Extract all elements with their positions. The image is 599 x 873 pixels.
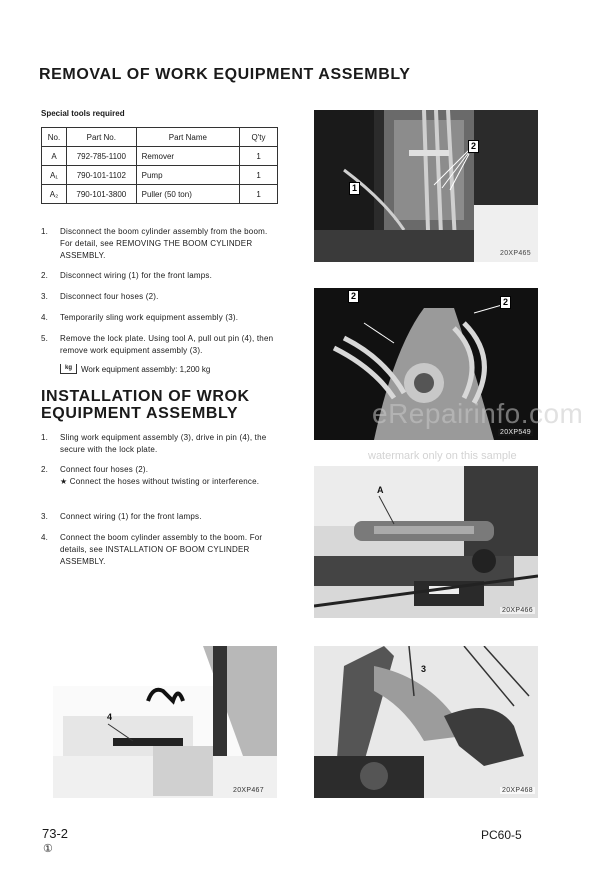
step-text: Disconnect the boom cylinder assembly from the boom. For detail, see REMOVING THE BOOM CYLINDER ASSEMBLY. [60, 227, 268, 260]
table-row [42, 147, 278, 166]
step-text: Temporarily sling work equipment assembly (3). [60, 313, 239, 322]
removal-step [41, 312, 281, 324]
step-number: 1. [41, 227, 49, 236]
col-header-qty: Q'ty [240, 128, 278, 147]
cell-part-name: Remover [136, 147, 239, 166]
callout-label: 3 [421, 664, 427, 674]
step-number: 3. [41, 292, 49, 301]
photo-caption: 20XP465 [500, 250, 531, 257]
photo-pin-image [53, 646, 277, 798]
step-text: Connect the boom cylinder assembly to the boom. For details, see INSTALLATION OF BOOM CYLINDER ASSEMBLY. [60, 533, 263, 566]
model-name: PC60-5 [481, 828, 522, 842]
cell-part-no: 792-785-1100 [66, 147, 136, 166]
step-number: 4. [41, 533, 49, 542]
cell-part-no: 790-101-1102 [66, 166, 136, 185]
weight-note [60, 364, 210, 374]
cell-no: A₁ [42, 166, 67, 185]
photo-hoses-wiring-image [314, 110, 538, 262]
step-text: Sling work equipment assembly (3), drive in pin (4), the secure with the lock plate. [60, 433, 267, 454]
photo-caption: 20XP549 [500, 429, 531, 436]
step-text: Connect wiring (1) for the front lamps. [60, 512, 202, 521]
photo-remover-tool [314, 466, 538, 618]
cell-no: A [42, 147, 67, 166]
watermark-site: eRepairinfo.com [372, 398, 584, 429]
step-text: Connect four hoses (2). [60, 465, 149, 474]
photo-work-equipment-sling [314, 646, 538, 798]
install-title-line: EQUIPMENT ASSEMBLY [41, 405, 239, 422]
step-text: Remove the lock plate. Using tool A, pull out pin (4), then remove work equipment assembly (3). [60, 334, 274, 355]
step-number: 2. [41, 465, 49, 474]
callout-label: 4 [107, 712, 113, 722]
step-number: 1. [41, 433, 49, 442]
step-number: 3. [41, 512, 49, 521]
step-text: Disconnect wiring (1) for the front lamps. [60, 271, 213, 280]
install-step [41, 511, 281, 523]
step-number: 5. [41, 334, 49, 343]
install-title-line: INSTALLATION OF WROK [41, 388, 250, 405]
callout-label: 2 [500, 296, 511, 309]
removal-step [41, 270, 281, 282]
cell-part-name: Puller (50 ton) [136, 185, 239, 204]
revision-mark: ① [43, 843, 53, 855]
table-row [42, 166, 278, 185]
photo-caption: 20XP466 [502, 607, 533, 614]
removal-step [41, 333, 281, 357]
removal-step [41, 226, 281, 262]
col-header-no: No. [42, 128, 67, 147]
table-header-row [42, 128, 278, 147]
special-tools-table [41, 127, 278, 204]
cell-part-no: 790-101-3800 [66, 185, 136, 204]
weight-text: Work equipment assembly: 1,200 kg [81, 364, 211, 374]
callout-label: A [377, 485, 384, 495]
col-header-part-no: Part No. [66, 128, 136, 147]
install-step [41, 464, 281, 488]
page-title: REMOVAL OF WORK EQUIPMENT ASSEMBLY [39, 66, 411, 83]
step-number: 4. [41, 313, 49, 322]
weight-icon: kg [60, 364, 77, 374]
step-number: 2. [41, 271, 49, 280]
cell-qty: 1 [240, 166, 278, 185]
removal-step [41, 291, 281, 303]
install-step [41, 532, 281, 568]
callout-label: 2 [348, 290, 359, 303]
install-step [41, 432, 281, 456]
photo-caption: 20XP468 [502, 787, 533, 794]
photo-caption: 20XP467 [233, 787, 264, 794]
cell-part-name: Pump [136, 166, 239, 185]
special-tools-label: Special tools required [41, 109, 125, 118]
photo-hoses-wiring [314, 110, 538, 262]
table-row [42, 185, 278, 204]
step-text: Disconnect four hoses (2). [60, 292, 159, 301]
callout-label: 2 [468, 140, 479, 153]
cell-qty: 1 [240, 185, 278, 204]
cell-no: A₂ [42, 185, 67, 204]
page-number: 73-2 [42, 826, 69, 841]
install-title [41, 388, 250, 422]
photo-pin [53, 646, 277, 798]
callout-label: 1 [349, 182, 360, 195]
photo-remover-tool-image [314, 466, 538, 618]
watermark-notice: watermark only on this sample [368, 450, 517, 462]
col-header-part-name: Part Name [136, 128, 239, 147]
cell-qty: 1 [240, 147, 278, 166]
step-note: ★ Connect the hoses without twisting or interference. [60, 477, 260, 486]
